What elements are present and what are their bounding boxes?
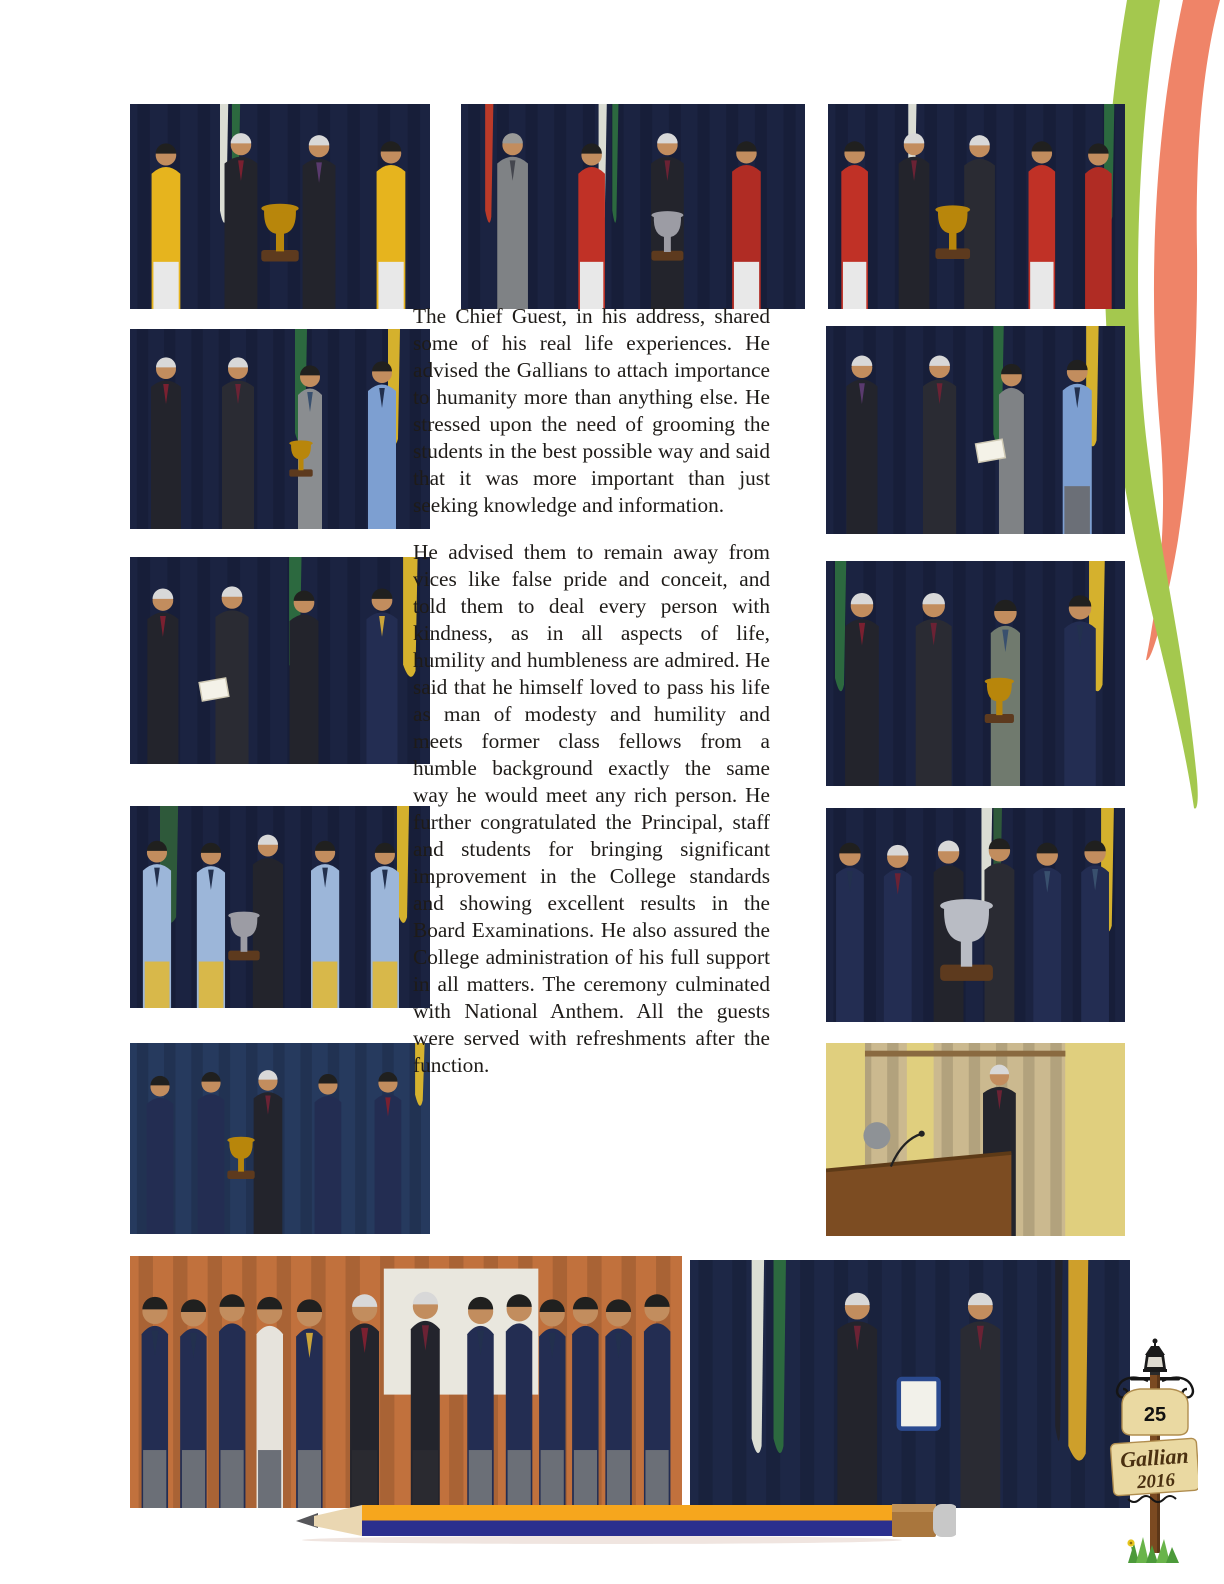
gallian-logo-signpost [1098,1328,1198,1580]
photo-plaque-presentation [690,1260,1130,1508]
pencil-shadow [302,1536,902,1544]
photo-trophy-blue-shirts [130,806,430,1008]
photo-trophy-blazer-student [826,561,1125,786]
photo-trophy-red-team [461,104,805,309]
article-paragraph: The Chief Guest, in his address, shared some of his real life experiences. He advised the Gallians to attach importance to humanity more than anything else. He stressed upon the need of grooming the students in the best possible way and said that it was more important than just seeking knowledge and information. [413,304,770,517]
pencil-eraser [933,1504,956,1537]
photo-group-tea [130,1256,682,1508]
photo-trophy-red-team-wide [828,104,1125,309]
pencil-wood-cone [314,1505,362,1536]
lamp-icon [1143,1339,1167,1378]
page-number: 25 [1143,1404,1167,1426]
brand-title: Gallian [1119,1442,1190,1473]
article-paragraph: He advised them to remain away from vices like false pride and conceit, and told them to deal every person with kindness, as in all aspects of life, humility and humbleness are admired. He said that he himself loved to pass his life as man of modesty and humility and meets former class fellows from a humble background exactly the same way he would meet any rich person. He further congratulated the Principal, staff and students for bringing significant improvement in the College standards and showing excellent results in the Board Examinations. He also assured the College administration of his full support in all matters. The ceremony culminated with National Anthem. All the guests were served with refreshments after the function. [413,540,770,1077]
brand-year: 2016 [1136,1469,1176,1494]
brand-board [1110,1438,1198,1496]
pencil-graphic [292,1500,956,1546]
pencil-body-bottom [362,1521,894,1537]
photo-award-blue-shirt [130,329,430,529]
photo-speaker-at-podium [826,1043,1125,1236]
photo-certificate-blue-shirt [826,326,1125,534]
photo-award-blazers [130,1043,430,1234]
article-text-column [413,303,770,1099]
photo-trophy-yellow-team [130,104,430,309]
photo-handshake-blazer [130,557,430,764]
pencil-ferrule-highlight [892,1504,936,1512]
photo-big-trophy-team [826,808,1125,1022]
pencil-body-top [362,1505,894,1521]
